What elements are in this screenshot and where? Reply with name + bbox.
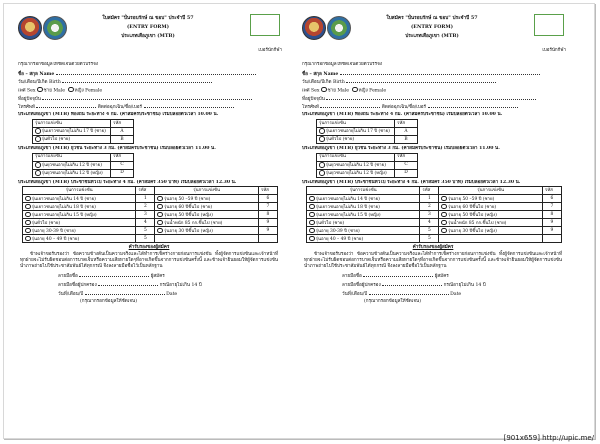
code-cell [258, 235, 277, 243]
class-cell [33, 127, 111, 135]
sign-role: ผู้สมัคร [434, 274, 449, 280]
table-row [33, 135, 134, 143]
class-radio[interactable] [309, 196, 315, 202]
col-code-header: รหัส [420, 187, 439, 195]
address-label: ที่อยู่ปัจจุบัน [18, 96, 41, 102]
class-cell [317, 127, 395, 135]
class-cell [317, 169, 395, 177]
code-cell: 5 [136, 235, 155, 243]
code-cell: 5 [420, 235, 439, 243]
rules-title: คำรับรองของผู้สมัคร [412, 245, 454, 251]
class-radio[interactable] [25, 228, 31, 234]
phone-field[interactable] [320, 103, 380, 108]
code-cell: C [111, 161, 134, 169]
birth-field[interactable] [346, 78, 496, 83]
section-local-heading: ประเภทเสือภูเขา (MTB) ท้องถิ่น ระยะทาง 4 กม. (ค่าสมัครประชาชน) เริ่มปล่อยตัวเวลา 10.00 น. [18, 112, 219, 118]
table-row [307, 235, 562, 243]
col-code-header: รหัส [111, 119, 134, 127]
phone-label: โทรศัพท์ [18, 104, 35, 110]
table-row [307, 219, 562, 227]
code-cell: 5 [136, 227, 155, 235]
col-class-header: รุ่นการแข่งขัน [317, 153, 395, 161]
col-code-header: รหัส [395, 119, 418, 127]
table-row [317, 127, 418, 135]
class-label: รุ่นทั่วไป (ชาย) [325, 137, 355, 142]
code-cell: 1 [136, 195, 155, 203]
code-cell: 4 [136, 219, 155, 227]
code-cell: C [395, 161, 418, 169]
col-class-header: รุ่นการแข่งขัน [439, 187, 542, 195]
class-label: รุ่นเยาวชนอายุไม่เกิน 18 ปี (ชาย) [31, 204, 96, 210]
birth-label: วัน/เดือน/ปีเกิด Birth [18, 80, 61, 86]
table-row [307, 211, 562, 219]
guardian-note: กรณีอายุไม่เกิน 14 ปี [159, 283, 202, 289]
class-radio[interactable] [441, 196, 447, 202]
sign-role: ผู้สมัคร [150, 274, 165, 280]
class-cell [33, 135, 111, 143]
name-label: ชื่อ – สกุล Name [18, 72, 55, 78]
guardian-field[interactable] [382, 281, 442, 286]
class-cell [155, 235, 258, 243]
code-cell: 4 [420, 219, 439, 227]
class-radio[interactable] [441, 220, 447, 226]
table-row [23, 235, 278, 243]
form-heading [68, 15, 228, 42]
class-radio[interactable] [35, 170, 41, 176]
class-radio[interactable] [309, 220, 315, 226]
class-cell [155, 211, 258, 219]
contact-label: ติดต่อฉุกเฉิน/ชื่อ/เบอร์ [381, 104, 427, 110]
female-label: หญิง Female [74, 87, 103, 93]
instruction-text: กรุณากรอกข้อมูลให้ชัดเจนด้วยตัวบรรจง [18, 62, 98, 67]
male-radio[interactable] [321, 87, 327, 93]
photo-box [534, 14, 564, 36]
class-label: รุ่นทั่วไป (ชาย) [41, 137, 71, 142]
col-code-header: รหัส [258, 187, 277, 195]
class-radio[interactable] [157, 196, 163, 202]
class-cell [23, 211, 136, 219]
col-class-header: รุ่นการแข่งขัน [33, 119, 111, 127]
table-row [23, 203, 278, 211]
birth-label: วัน/เดือน/ปีเกิด Birth [302, 80, 345, 86]
class-label: รุ่นเยาวชนอายุไม่เกิน 18 ปี (ชาย) [315, 204, 380, 210]
rules-text: ข้าพเจ้าขอรับรองว่า ข้อความข้างต้นเป็นความจริงและได้ทำการเช็คร่างกายก่อนการแข่งขัน ทั้งผู้จัดการแข่งขันและเจ้าหน้าที่ทุกฝ่ายจะไม่รับผิดชอบต่อการบาดเจ็บหรือความเสียหายใดๆที่อาจเกิดขึ้นจากการแข่งขันครั้งนี้ และข้าพเจ้ายินยอมให้ผู้จัดการแข่งขันนำภาพถ่ายไปใช้ประชาสัมพันธ์ได้ทุกกรณี จึงลงลายมือชื่อไว้เป็นหลักฐาน [304, 252, 562, 269]
class-label: รุ่นเยาวชนอายุไม่เกิน 15 ปี (หญิง) [315, 212, 381, 218]
code-cell: B [111, 135, 134, 143]
class-radio[interactable] [25, 196, 31, 202]
class-cell [23, 227, 136, 235]
class-cell [155, 203, 258, 211]
male-radio[interactable] [37, 87, 43, 93]
table-row [307, 227, 562, 235]
club-logo [327, 16, 351, 40]
class-cell [155, 195, 258, 203]
class-radio[interactable] [157, 204, 163, 210]
class-cell [307, 203, 420, 211]
guardian-field[interactable] [98, 281, 158, 286]
class-radio[interactable] [35, 128, 41, 134]
code-cell: 2 [136, 203, 155, 211]
section-local-heading: ประเภทเสือภูเขา (MTB) ท้องถิ่น ระยะทาง 4 กม. (ค่าสมัครประชาชน) เริ่มปล่อยตัวเวลา 10.00 น. [302, 112, 503, 118]
entry-form-left [16, 14, 288, 426]
col-class-header: รุ่นการแข่งขัน [317, 119, 395, 127]
class-label: รุ่นทั่วไป (ชาย) [315, 220, 345, 226]
name-field[interactable] [340, 70, 540, 75]
code-cell: 3 [136, 211, 155, 219]
club-logo [43, 16, 67, 40]
class-cell [155, 227, 258, 235]
table-row [317, 135, 418, 143]
col-code-header: รหัส [542, 187, 561, 195]
class-cell [23, 235, 136, 243]
table-row [33, 169, 134, 177]
class-label: รุ่นอายุ 60 ปีขึ้นไป (ชาย) [448, 204, 497, 210]
class-radio[interactable] [309, 212, 315, 218]
class-radio[interactable] [319, 162, 325, 168]
footer-note: (กรุณากรอกข้อมูลให้ชัดเจน) [364, 299, 421, 305]
class-radio[interactable] [157, 212, 163, 218]
guardian-label: ลายมือชื่อผู้ปกครอง [58, 283, 97, 289]
name-label: ชื่อ – สกุล Name [302, 72, 339, 78]
class-label: รุ่นยุวชนอายุไม่เกิน 12 ปี (หญิง) [325, 170, 387, 176]
phone-field[interactable] [36, 103, 96, 108]
instruction-text: กรุณากรอกข้อมูลให้ชัดเจนด้วยตัวบรรจง [302, 62, 382, 67]
date-label-en: Date [450, 292, 462, 298]
code-cell: A [395, 127, 418, 135]
address-field[interactable] [42, 95, 252, 100]
section-general-heading: ประเภทเสือภูเขา (MTB) ประชาชนทั่วไป ระยะทาง 4 กม. (ค่าสมัคร 350 บาท) เริ่มปล่อยตัวเวลา 12.30 น. [302, 179, 521, 185]
table-row [23, 219, 278, 227]
date-field[interactable] [85, 290, 165, 295]
class-label: รุ่นยุวชนอายุไม่เกิน 12 ปี (ชาย) [41, 162, 102, 168]
table-row [23, 195, 278, 203]
class-label: รุ่นอายุ 30-39 ปี (ชาย) [315, 228, 360, 234]
class-label: รุ่นอายุ 30-39 ปี (ชาย) [31, 228, 76, 234]
sex-label: เพศ Sex [302, 87, 320, 93]
class-radio[interactable] [309, 228, 315, 234]
class-label: รุ่นอายุ 50 ปีขึ้นไป (หญิง) [448, 212, 497, 218]
contact-label: ติดต่อฉุกเฉิน/ชื่อ/เบอร์ [97, 104, 143, 110]
class-radio[interactable] [319, 128, 325, 134]
table-row [23, 211, 278, 219]
class-label: รุ่นอายุ 50 –59 ปี (ชาย) [164, 196, 211, 202]
code-cell: 1 [420, 195, 439, 203]
address-field[interactable] [326, 95, 536, 100]
code-cell: 8 [258, 211, 277, 219]
col-code-header: รหัส [136, 187, 155, 195]
code-cell: 3 [420, 211, 439, 219]
date-field[interactable] [369, 290, 449, 295]
sign-label: ลายมือชื่อ [342, 274, 362, 280]
class-radio[interactable] [25, 204, 31, 210]
class-label: รุ่นเยาวชนอายุไม่เกิน 17 ปี (ชาย) [41, 129, 106, 134]
class-cell [439, 211, 542, 219]
entry-form-right [300, 14, 572, 426]
class-label: รุ่นเยาวชนอายุไม่เกิน 17 ปี (ชาย) [325, 129, 390, 134]
code-cell: 7 [542, 203, 561, 211]
class-cell [307, 195, 420, 203]
table-row [33, 161, 134, 169]
class-radio[interactable] [35, 136, 41, 142]
table-row [33, 127, 134, 135]
class-radio[interactable] [25, 236, 31, 242]
class-label: รุ่นเยาวชนอายุไม่เกิน 15 ปี (หญิง) [31, 212, 97, 218]
female-radio[interactable] [68, 87, 74, 93]
class-radio[interactable] [309, 204, 315, 210]
address-label: ที่อยู่ปัจจุบัน [302, 96, 325, 102]
class-label: รุ่นอายุ 30 ปีขึ้นไป (หญิง) [448, 228, 497, 234]
code-cell: 2 [420, 203, 439, 211]
female-radio[interactable] [352, 87, 358, 93]
class-label: รุ่นอายุ 40 – 49 ปี (ชาย) [315, 236, 364, 242]
class-label: รุ่นยุวชนอายุไม่เกิน 12 ปี (ชาย) [325, 162, 386, 168]
class-cell [439, 203, 542, 211]
sign-field[interactable] [79, 272, 149, 277]
form-subtitle: (ENTRY FORM) [411, 23, 453, 30]
class-label: รุ่นทั่วไป (ชาย) [31, 220, 61, 226]
class-radio[interactable] [441, 204, 447, 210]
class-label: รุ่นน้ำหนัก 85 กก.ขึ้นไป (ชาย) [164, 220, 223, 226]
general-class-table [306, 186, 562, 243]
class-radio[interactable] [319, 170, 325, 176]
form-body [18, 62, 280, 308]
class-radio[interactable] [441, 212, 447, 218]
male-label: ชาย Male [43, 87, 65, 93]
rules-title: คำรับรองของผู้สมัคร [128, 245, 170, 251]
table-row [307, 195, 562, 203]
code-cell: D [395, 169, 418, 177]
general-class-table [22, 186, 278, 243]
youth-class-table [32, 153, 134, 178]
sex-label: เพศ Sex [18, 87, 36, 93]
class-label: รุ่นอายุ 50 –59 ปี (ชาย) [448, 196, 495, 202]
class-cell [307, 235, 420, 243]
class-radio[interactable] [25, 220, 31, 226]
class-label: รุ่นน้ำหนัก 85 กก.ขึ้นไป (ชาย) [448, 220, 507, 226]
female-label: หญิง Female [358, 87, 387, 93]
emblem-logo [302, 16, 326, 40]
class-radio[interactable] [157, 228, 163, 234]
class-label: รุ่นเยาวชนอายุไม่เกิน 14 ปี (ชาย) [31, 196, 96, 202]
class-cell [23, 195, 136, 203]
class-label: รุ่นอายุ 60 ปีขึ้นไป (ชาย) [164, 204, 213, 210]
class-cell [307, 227, 420, 235]
class-cell [23, 203, 136, 211]
code-cell: A [111, 127, 134, 135]
class-cell [317, 135, 395, 143]
class-cell [23, 219, 136, 227]
form-subtitle: (ENTRY FORM) [127, 23, 169, 30]
local-class-table [316, 119, 418, 144]
col-class-header: รุ่นการแข่งขัน [155, 187, 258, 195]
name-field[interactable] [56, 70, 256, 75]
class-cell [439, 235, 542, 243]
code-cell [542, 235, 561, 243]
section-general-heading: ประเภทเสือภูเขา (MTB) ประชาชนทั่วไป ระยะทาง 4 กม. (ค่าสมัคร 350 บาท) เริ่มปล่อยตัวเวลา 12.30 น. [18, 179, 237, 185]
class-label: รุ่นยุวชนอายุไม่เกิน 12 ปี (หญิง) [41, 170, 103, 176]
local-class-table [32, 119, 134, 144]
code-cell: 9 [258, 219, 277, 227]
sign-field[interactable] [363, 272, 433, 277]
class-label: รุ่นอายุ 50 ปีขึ้นไป (หญิง) [164, 212, 213, 218]
class-label: รุ่นอายุ 40 – 49 ปี (ชาย) [31, 236, 80, 242]
rules-text: ข้าพเจ้าขอรับรองว่า ข้อความข้างต้นเป็นความจริงและได้ทำการเช็คร่างกายก่อนการแข่งขัน ทั้งผู้จัดการแข่งขันและเจ้าหน้าที่ทุกฝ่ายจะไม่รับผิดชอบต่อการบาดเจ็บหรือความเสียหายใดๆที่อาจเกิดขึ้นจากการแข่งขันครั้งนี้ และข้าพเจ้ายินยอมให้ผู้จัดการแข่งขันนำภาพถ่ายไปใช้ประชาสัมพันธ์ได้ทุกกรณี จึงลงลายมือชื่อไว้เป็นหลักฐาน [20, 252, 278, 269]
code-cell: 9 [258, 227, 277, 235]
class-radio[interactable] [157, 220, 163, 226]
sign-label: ลายมือชื่อ [58, 274, 78, 280]
class-cell [33, 169, 111, 177]
class-cell [33, 161, 111, 169]
youth-class-table [316, 153, 418, 178]
section-youth-heading: ประเภทเสือภูเขา (MTB) ยุวชน ระยะทาง 3 กม. (ค่าสมัครประชาชน) เริ่มปล่อยตัวเวลา 11.00 น. [18, 145, 216, 151]
col-class-header: รุ่นการแข่งขัน [33, 153, 111, 161]
code-cell: 9 [542, 219, 561, 227]
table-row [317, 161, 418, 169]
class-cell [155, 219, 258, 227]
footer-note: (กรุณากรอกข้อมูลให้ชัดเจน) [80, 299, 137, 305]
code-cell: 7 [258, 203, 277, 211]
phone-label: โทรศัพท์ [302, 104, 319, 110]
code-cell: 6 [542, 195, 561, 203]
class-radio[interactable] [441, 228, 447, 234]
bib-number-label: เบอร์นักกีฬา [258, 48, 282, 53]
col-code-header: รหัส [395, 153, 418, 161]
contact-field[interactable] [144, 103, 234, 108]
photo-box [250, 14, 280, 36]
code-cell: 6 [258, 195, 277, 203]
date-label-en: Date [166, 292, 178, 298]
form-title: ใบสมัคร "ปั่นรอบรักษ์ ณ ขอบ" ประจำปี 57 [102, 15, 194, 21]
class-radio[interactable] [319, 136, 325, 142]
code-cell: B [395, 135, 418, 143]
male-label: ชาย Male [327, 87, 349, 93]
class-cell [439, 219, 542, 227]
col-class-header: รุ่นการแข่งขัน [307, 187, 420, 195]
code-cell: 9 [542, 227, 561, 235]
form-heading [352, 15, 512, 42]
class-cell [439, 195, 542, 203]
class-radio[interactable] [309, 236, 315, 242]
form-type: ประเภทเสือภูเขา (MTB) [405, 32, 459, 39]
class-cell [307, 219, 420, 227]
table-row [23, 227, 278, 235]
class-label: รุ่นเยาวชนอายุไม่เกิน 14 ปี (ชาย) [315, 196, 380, 202]
contact-field[interactable] [428, 103, 518, 108]
table-row [307, 203, 562, 211]
date-label: วันที่/เดือน/ปี [58, 292, 84, 298]
bib-number-label: เบอร์นักกีฬา [542, 48, 566, 53]
form-body [302, 62, 564, 308]
section-youth-heading: ประเภทเสือภูเขา (MTB) ยุวชน ระยะทาง 3 กม. (ค่าสมัครประชาชน) เริ่มปล่อยตัวเวลา 11.00 น. [302, 145, 500, 151]
class-cell [307, 211, 420, 219]
form-title: ใบสมัคร "ปั่นรอบรักษ์ ณ ขอบ" ประจำปี 57 [386, 15, 478, 21]
birth-field[interactable] [62, 78, 212, 83]
col-class-header: รุ่นการแข่งขัน [23, 187, 136, 195]
code-cell: 5 [420, 227, 439, 235]
class-label: รุ่นอายุ 30 ปีขึ้นไป (หญิง) [164, 228, 213, 234]
code-cell: D [111, 169, 134, 177]
emblem-logo [18, 16, 42, 40]
guardian-note: กรณีอายุไม่เกิน 14 ปี [443, 283, 486, 289]
table-row [317, 169, 418, 177]
form-type: ประเภทเสือภูเขา (MTB) [121, 32, 175, 39]
date-label: วันที่/เดือน/ปี [342, 292, 368, 298]
col-code-header: รหัส [111, 153, 134, 161]
code-cell: 8 [542, 211, 561, 219]
guardian-label: ลายมือชื่อผู้ปกครอง [342, 283, 381, 289]
class-cell [317, 161, 395, 169]
class-cell [439, 227, 542, 235]
class-radio[interactable] [35, 162, 41, 168]
class-radio[interactable] [25, 212, 31, 218]
watermark-text: [901x659] http://upic.me/ [503, 434, 594, 442]
